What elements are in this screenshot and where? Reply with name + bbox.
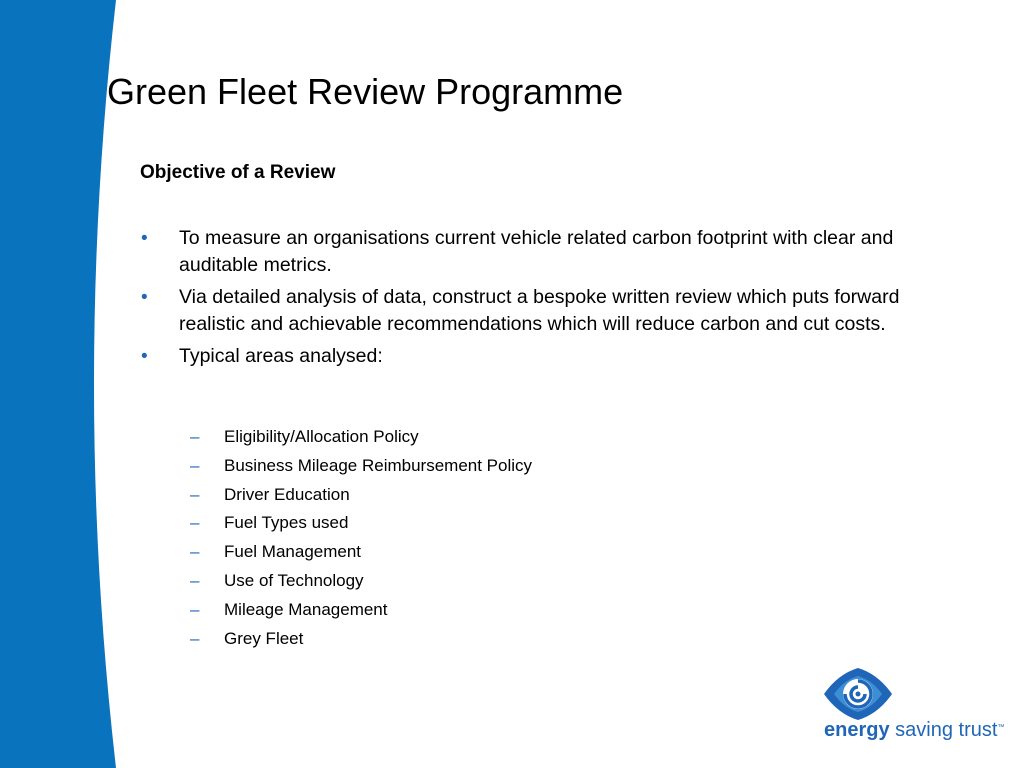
bullet-dot-icon: •	[141, 287, 148, 308]
sub-bullet-list	[190, 423, 532, 653]
dash-bullet-icon: –	[190, 427, 200, 446]
bullet-item	[140, 343, 950, 370]
sub-bullet-text: Fuel Types used	[224, 513, 349, 533]
side-band-decoration	[0, 0, 140, 768]
logo-word-saving-trust: saving trust	[889, 719, 998, 741]
dash-bullet-icon: –	[190, 542, 200, 562]
trademark-symbol: ™	[997, 724, 1005, 731]
logo-wordmark	[824, 717, 1004, 743]
dash-bullet-icon: –	[190, 599, 200, 619]
section-subtitle: Objective of a Review	[140, 162, 336, 183]
blue-curved-band	[0, 0, 116, 768]
bullet-dot-icon: •	[141, 346, 148, 367]
sub-bullet-text: Grey Fleet	[224, 628, 304, 648]
sub-bullet-item	[190, 596, 532, 625]
slide-title: Green Fleet Review Programme	[107, 71, 624, 112]
sub-bullet-text: Use of Technology	[224, 570, 364, 590]
dash-bullet-icon: –	[190, 455, 200, 475]
sub-bullet-text: Mileage Management	[224, 599, 388, 619]
energy-saving-trust-logo	[818, 666, 1008, 750]
bullet-text: To measure an organisations current vehicle related carbon footprint with clear and auditable metrics.	[179, 227, 894, 276]
bullet-text: Typical areas analysed:	[179, 345, 383, 367]
sub-bullet-item	[190, 452, 532, 481]
bullet-text: Via detailed analysis of data, construct a bespoke written review which puts forward realistic and achievable recommendations which will reduce carbon and cut costs.	[179, 286, 900, 335]
dash-bullet-icon: –	[190, 513, 200, 533]
bullet-item	[140, 225, 950, 279]
sub-bullet-item	[190, 509, 532, 538]
sub-bullet-text: Eligibility/Allocation Policy	[224, 427, 419, 446]
sub-bullet-item	[190, 538, 532, 567]
dash-bullet-icon: –	[190, 570, 200, 590]
sub-bullet-item	[190, 423, 532, 452]
sub-bullet-text: Business Mileage Reimbursement Policy	[224, 455, 533, 475]
energy-saving-trust-swirl-icon	[822, 666, 894, 722]
bullet-item	[140, 284, 950, 338]
dash-bullet-icon: –	[190, 484, 200, 504]
sub-bullet-item	[190, 481, 532, 510]
dash-bullet-icon: –	[190, 628, 200, 648]
sub-bullet-item	[190, 567, 532, 596]
sub-bullet-text: Driver Education	[224, 484, 350, 504]
sub-bullet-item	[190, 625, 532, 654]
bullet-dot-icon: •	[141, 228, 148, 249]
bullet-list	[140, 225, 950, 375]
logo-word-energy: energy	[824, 719, 890, 741]
sub-bullet-text: Fuel Management	[224, 542, 362, 562]
